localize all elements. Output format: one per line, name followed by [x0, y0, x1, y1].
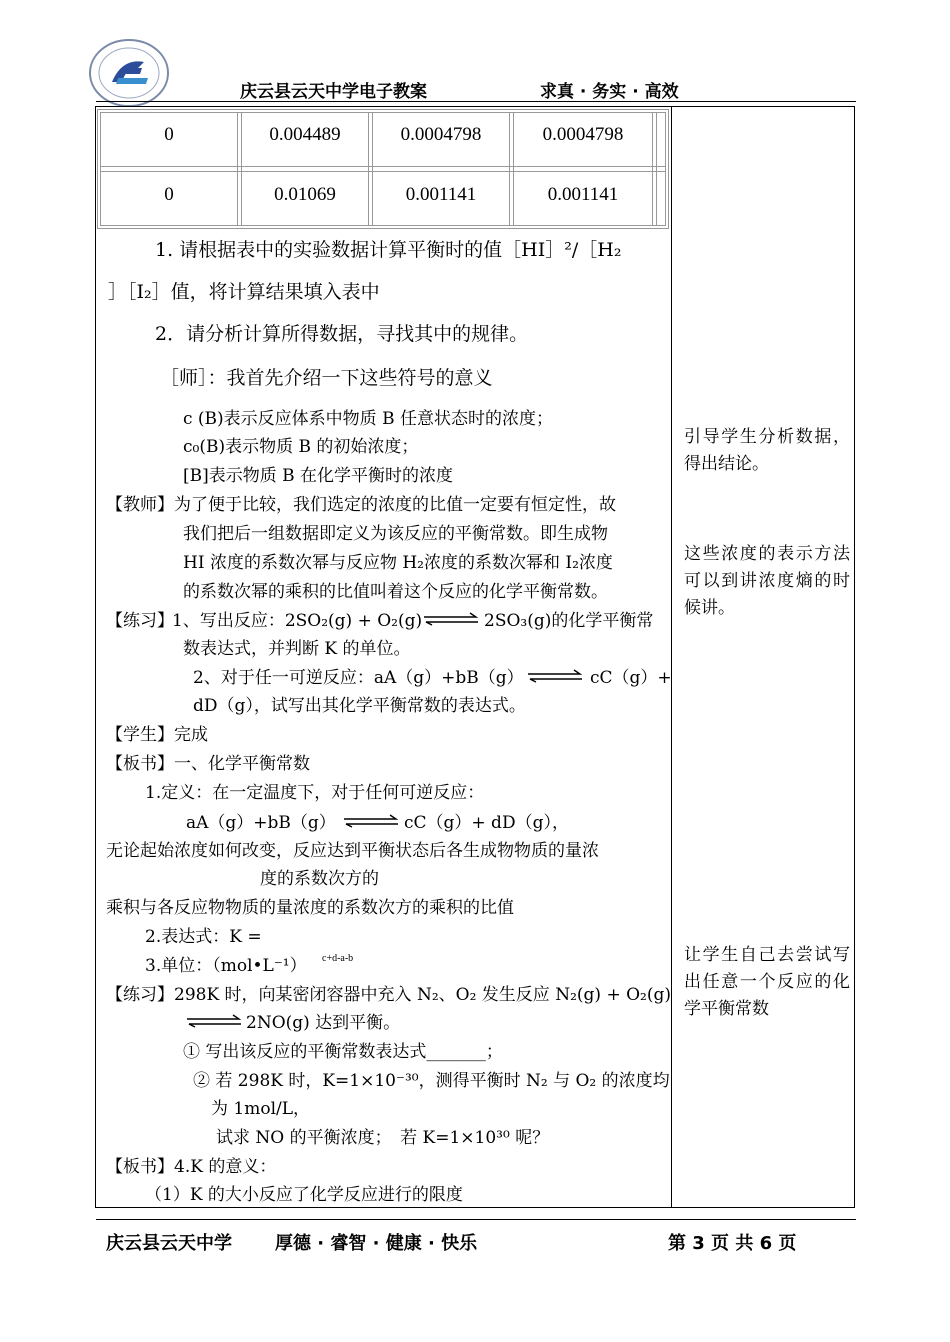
teacher-line-4: 的系数次幂的乘积的比值叫着这个反应的化学平衡常数。: [183, 582, 608, 602]
table-cell: 0.001141: [547, 184, 619, 205]
table-cell: 0: [164, 184, 174, 205]
student-line: 【学生】完成: [106, 725, 208, 745]
equilibrium-arrow-icon: [185, 1013, 243, 1032]
general-equation-a: aA（g）+bB（g）: [186, 813, 336, 833]
exercise-1-b: 2SO₃(g)的化学平衡常: [484, 611, 654, 631]
table-cell: 0.0004798: [542, 124, 624, 145]
header-motto: 求真 · 务实 · 高效: [540, 82, 679, 102]
question-2-b: 为 1mol/L，: [211, 1099, 311, 1119]
exercise-3-a: 【练习】298K 时，向某密闭容器中充入 N₂、O₂ 发生反应 N₂(g) + O₂(g): [106, 985, 671, 1005]
school-logo: [88, 38, 170, 108]
table-cell: 0.0004798: [400, 124, 482, 145]
definition-line-3: 乘积与各反应物物质的量浓度的系数次方的乘积的比值: [106, 898, 514, 918]
equilibrium-arrow-icon: [342, 813, 400, 832]
exercise-2-c: dD（g），试写出其化学平衡常数的表达式。: [193, 696, 526, 716]
table-cell: 0.01069: [274, 184, 336, 205]
definition-line-2: 度的系数次方的: [260, 869, 379, 889]
table-cell: 0.004489: [269, 124, 341, 145]
header-school-title: 庆云县云天中学电子教案: [240, 82, 427, 102]
exercise-2-a: 2、对于任一可逆反应：aA（g）+bB（g）: [193, 668, 524, 688]
symbol-def-2: c₀(B)表示物质 B 的初始浓度；: [183, 437, 419, 457]
equilibrium-arrow-icon: [422, 611, 480, 630]
k-meaning-1: （1）K 的大小反应了化学反应进行的限度: [145, 1185, 463, 1205]
symbol-def-1: c (B)表示反应体系中物质 B 任意状态时的浓度；: [183, 409, 553, 429]
exercise-3-b: 2NO(g) 达到平衡。: [246, 1013, 401, 1033]
footer-motto: 厚德 · 睿智 · 健康 · 快乐: [275, 1233, 478, 1254]
task-1-line-2: ］［I₂］值，将计算结果填入表中: [108, 281, 380, 303]
teacher-tag: 【教师】: [106, 495, 174, 515]
definition-line-1: 无论起始浓度如何改变，反应达到平衡状态后各生成物物质的量浓: [106, 841, 599, 861]
teacher-line-1: 为了便于比较，我们选定的浓度的比值一定要有恒定性，故: [174, 495, 616, 515]
data-table: [96, 108, 670, 230]
equilibrium-arrow-icon: [526, 668, 584, 687]
symbol-def-3: [B]表示物质 B 在化学平衡时的浓度: [183, 466, 454, 486]
exercise-1-a: 1、写出反应：2SO₂(g) + O₂(g): [172, 611, 423, 631]
question-2-c: 试求 NO 的平衡浓度； 若 K=1×10³⁰ 呢？: [216, 1128, 550, 1148]
board-heading-1: 【板书】一、化学平衡常数: [106, 754, 310, 774]
table-cell: 0: [164, 124, 174, 145]
page-number: 第 3 页 共 6 页: [668, 1233, 797, 1254]
teacher-line-2: 我们把后一组数据即定义为该反应的平衡常数。即生成物: [183, 524, 608, 544]
exercise-1-c: 数表达式，并判断 K 的单位。: [183, 639, 411, 659]
footer-rule: [96, 1219, 856, 1220]
unit-label: 3.单位：（mol•L⁻¹）: [145, 956, 307, 976]
column-divider: [671, 106, 672, 1208]
teacher-intro: ［师］：我首先介绍一下这些符号的意义: [160, 367, 493, 389]
exercise-2-b: cC（g）+: [590, 668, 672, 688]
question-1: ① 写出该反应的平衡常数表达式_______；: [183, 1042, 503, 1062]
question-2-a: ② 若 298K 时，K=1×10⁻³⁰，测得平衡时 N₂ 与 O₂ 的浓度均: [193, 1071, 670, 1091]
side-note-3: 让学生自己去尝试写出任意一个反应的化学平衡常数: [684, 945, 850, 1019]
general-equation-b: cC（g）+ dD（g），: [404, 813, 569, 833]
side-note-2: 这些浓度的表示方法可以到讲浓度熵的时候讲。: [684, 544, 850, 618]
header-rule: [96, 101, 856, 102]
task-2: 2．请分析计算所得数据，寻找其中的规律。: [155, 323, 529, 345]
side-note-1: 引导学生分析数据，得出结论。: [684, 427, 850, 474]
table-cell: 0.001141: [405, 184, 477, 205]
board-heading-2: 【板书】4.K 的意义：: [106, 1157, 277, 1177]
teacher-line-3: HI 浓度的系数次幂与反应物 H₂浓度的系数次幂和 I₂浓度: [183, 553, 613, 573]
footer-school: 庆云县云天中学: [106, 1233, 232, 1254]
definition: 1.定义：在一定温度下，对于任何可逆反应：: [145, 783, 485, 803]
expression-label: 2.表达式：K =: [145, 927, 262, 947]
task-1-line-1: 1. 请根据表中的实验数据计算平衡时的值［HI］²/［H₂: [155, 239, 622, 261]
unit-exponent: c+d-a-b: [322, 953, 354, 964]
exercise-tag: 【练习】: [106, 611, 174, 631]
